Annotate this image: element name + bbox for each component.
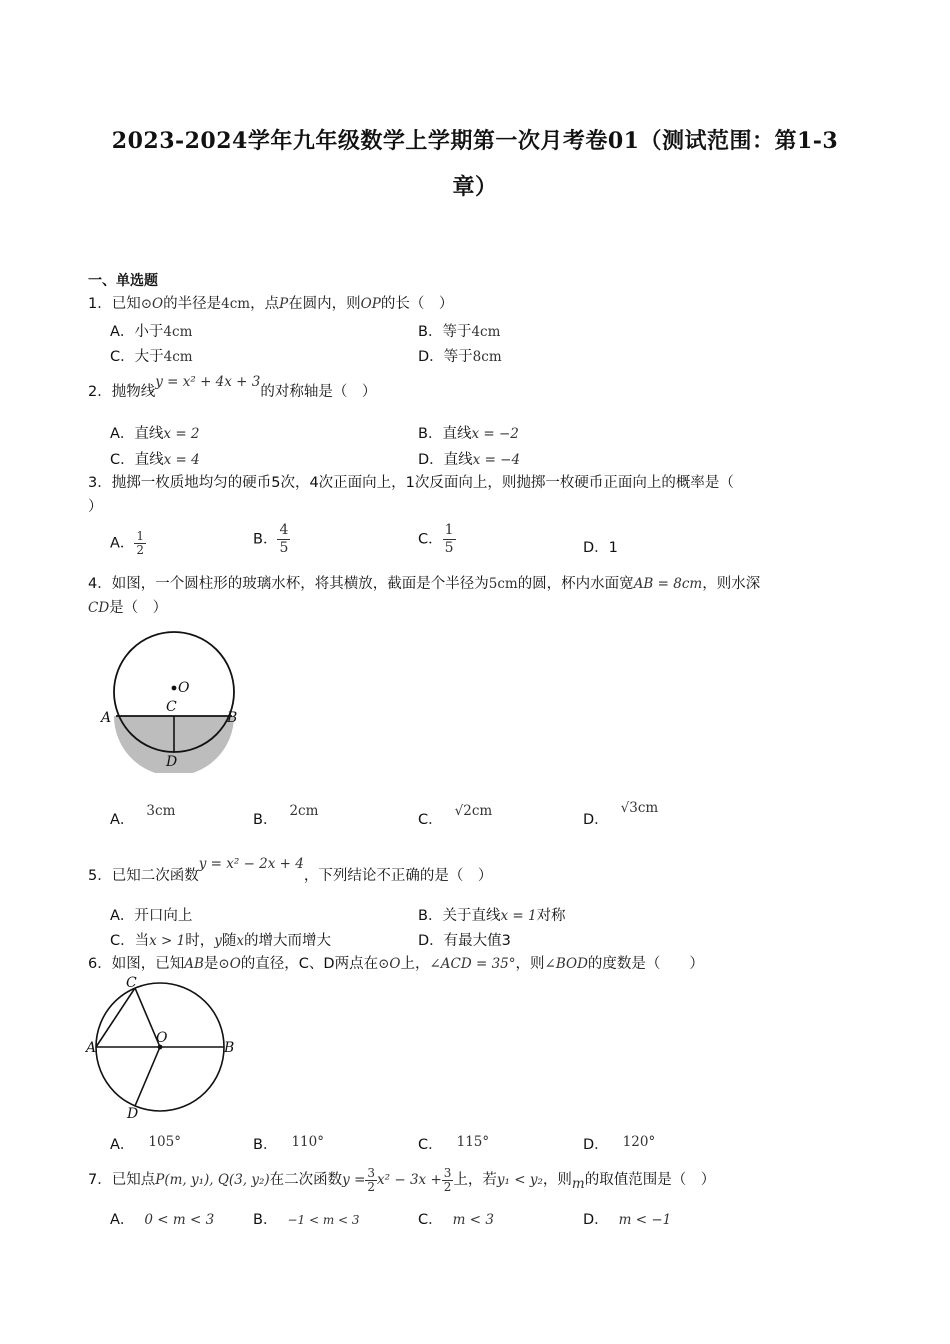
figure-label-b: B [227,710,238,726]
question-1-option-d[interactable]: D．等于8cm [418,349,502,365]
question-2-option-c[interactable]: C．直线x = 4 [110,452,200,468]
question-4-stem-cont: CD是（ ） [88,600,168,616]
question-2-option-b[interactable]: B．直线x = −2 [418,426,519,442]
question-2-stem: 2．抛物线y = x² + 4x + 3的对称轴是（ ） [88,374,377,400]
figure-label-d: D [127,1106,139,1120]
question-2-option-d[interactable]: D．直线x = −4 [418,452,521,468]
figure-label-o: O [178,680,190,696]
question-7-option-a[interactable]: A． 0 < m < 3 [110,1212,215,1228]
question-3-stem: 3．抛掷一枚质地均匀的硬币5次，4次正面向上，1次反面向上，则抛掷一枚硬币正面向上的概率是（ [88,475,734,491]
section-heading: 一、单选题 [88,273,158,289]
question-3-option-c[interactable]: C． $\frac{1}{5}$ [418,522,454,556]
question-5-option-c[interactable]: C．当x > 1时，y随x的增大而增大 [110,933,331,949]
question-4-option-c[interactable]: C．√2cm [418,803,493,828]
question-4-stem: 4．如图，一个圆柱形的玻璃水杯，将其横放，截面是个半径为5cm的圆，杯内水面宽AB = 8cm，则水深 [88,576,761,592]
question-4-figure [95,628,255,773]
question-5-option-a[interactable]: A．开口向上 [110,908,193,924]
figure-label-c: C [126,975,137,991]
question-6-figure [85,972,240,1120]
question-1-stem: 1．已知⊙O的半径是4cm，点P在圆内，则OP的长（ ） [88,296,454,312]
question-5-option-d[interactable]: D．有最大值3 [418,933,511,949]
exam-title [60,118,890,210]
question-7-option-d[interactable]: D． m < −1 [583,1212,672,1228]
question-6-option-c[interactable]: C． 115° [418,1134,490,1153]
question-2-option-a[interactable]: A．直线x = 2 [110,426,200,442]
fraction: $\frac{3}{2}$ [367,1165,376,1194]
figure-label-a: A [86,1040,97,1056]
figure-label-a: A [101,710,112,726]
question-6-option-b[interactable]: B． 110° [253,1134,324,1153]
question-7-option-b[interactable]: B． −1 < m < 3 [253,1212,360,1228]
fraction: $\frac{1}{2}$ [136,529,145,557]
question-3-stem-close: ） [88,499,103,515]
fraction: $\frac{3}{2}$ [443,1165,452,1194]
question-5-option-b[interactable]: B．关于直线x = 1对称 [418,908,566,924]
question-6-option-a[interactable]: A． 105° [110,1134,181,1153]
question-6-stem: 6．如图，已知AB是⊙O的直径，C、D两点在⊙O上，∠ACD = 35°，则∠BOD的度数是（ ） [88,956,704,972]
question-4-option-d[interactable]: D．√3cm [583,800,659,828]
exam-title-line1: 2023-2024学年九年级数学上学期第一次月考卷01（测试范围：第1-3 [111,128,839,154]
question-3-option-d[interactable]: D．1 [583,540,618,556]
question-1-option-b[interactable]: B．等于4cm [418,324,501,340]
figure-label-o: O [156,1030,168,1046]
question-6-option-d[interactable]: D． 120° [583,1134,656,1153]
figure-label-c: C [166,699,177,715]
question-5-stem: 5．已知二次函数y = x² − 2x + 4，下列结论不正确的是（ ） [88,856,493,884]
question-4-option-a[interactable]: A．3cm [110,803,176,828]
question-7-stem: 7．已知点P(m, y₁), Q(3, y₂)在二次函数y = $\frac{3}{2}$ x² − 3x + $\frac{3}{2}$ 上，若y₁ < y₂，则m的取值范围是（ ） [88,1165,716,1194]
question-3-option-a[interactable]: A． $\frac{1}{2}$ [110,529,145,557]
exam-title-line2: 章） [452,174,498,200]
question-7-option-c[interactable]: C． m < 3 [418,1212,494,1228]
question-1-option-a[interactable]: A．小于4cm [110,324,193,340]
question-3-option-b[interactable]: B． $\frac{4}{5}$ [253,522,289,556]
question-4-option-b[interactable]: B．2cm [253,803,319,828]
figure-label-b: B [224,1040,235,1056]
fraction: $\frac{4}{5}$ [279,522,289,556]
fraction: $\frac{1}{5}$ [444,522,454,556]
question-1-option-c[interactable]: C．大于4cm [110,349,193,365]
figure-label-d: D [166,754,178,770]
